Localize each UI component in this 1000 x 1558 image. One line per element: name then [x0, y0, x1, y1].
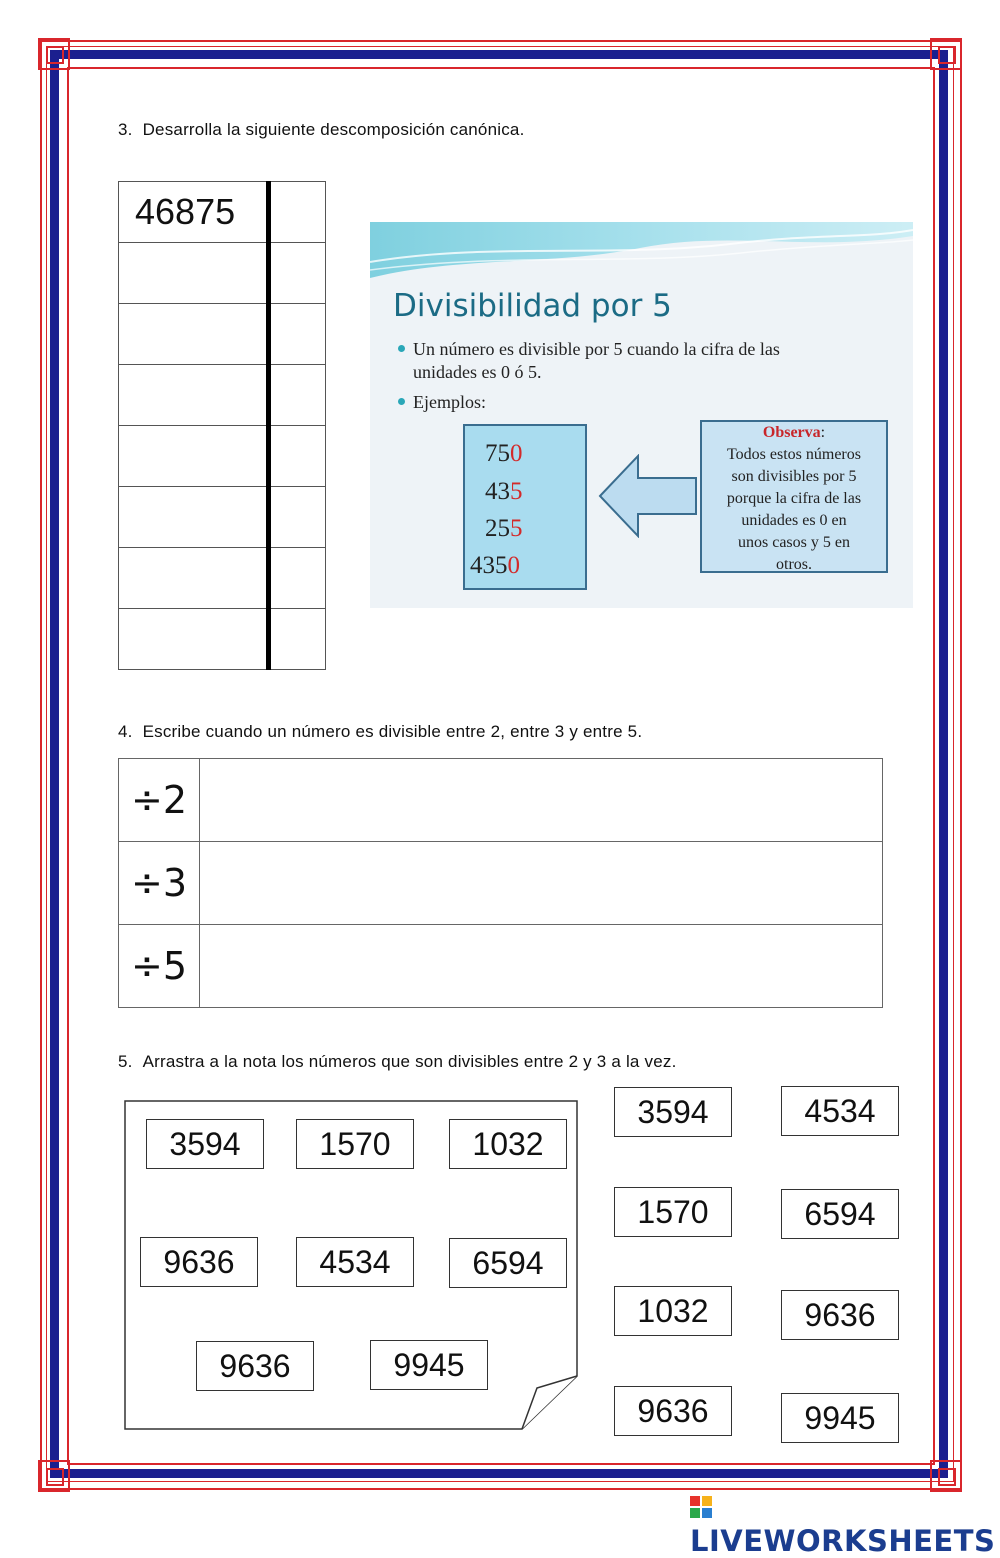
slide-examples-label: Ejemplos:	[413, 392, 486, 412]
note-number-box: 1570	[296, 1119, 414, 1169]
observa-line: Todos estos números	[727, 446, 861, 463]
slide-bullet-rule	[398, 338, 780, 384]
corner-ornament-top-left	[38, 38, 70, 70]
divisor-input[interactable]	[268, 182, 325, 243]
decomposition-start-value: 46875	[119, 182, 269, 243]
divisibility-slide-image	[370, 222, 913, 608]
slide-rule-line2: unidades es 0 ó 5.	[413, 362, 542, 382]
slide-title: Divisibilidad por 5	[393, 288, 672, 324]
brand-name: LIVEWORKSHEETS	[690, 1524, 996, 1558]
table-row	[119, 925, 883, 1008]
table-row	[119, 304, 326, 365]
corner-ornament-top-right	[930, 38, 962, 70]
bullet-dot-icon	[398, 398, 405, 405]
observa-title: Observa	[762, 424, 821, 441]
question-4-number: 4.	[118, 722, 133, 741]
divide-by-3-label: ÷3	[119, 842, 200, 925]
divisor-input[interactable]	[268, 487, 325, 548]
example-number: 4350	[470, 552, 520, 579]
note-number-box: 9945	[370, 1340, 488, 1390]
wave-banner	[370, 222, 913, 282]
liveworksheets-icon	[690, 1496, 714, 1520]
slide-bullet-examples	[398, 391, 486, 414]
note-number-box: 3594	[146, 1119, 264, 1169]
divide-by-5-label: ÷5	[119, 925, 200, 1008]
draggable-number[interactable]: 4534	[781, 1086, 899, 1136]
corner-ornament-bottom-left	[38, 1460, 70, 1492]
table-row	[119, 842, 883, 925]
divisor-input[interactable]	[268, 243, 325, 304]
question-5-number: 5.	[118, 1052, 133, 1071]
note-number-box: 6594	[449, 1238, 567, 1288]
question-5	[118, 1052, 677, 1072]
note-number-box: 4534	[296, 1237, 414, 1287]
divisor-input[interactable]	[268, 304, 325, 365]
observa-line: porque la cifra de las	[726, 490, 862, 507]
observa-line: unos casos y 5 en	[738, 534, 850, 551]
draggable-number[interactable]: 9945	[781, 1393, 899, 1443]
table-row	[119, 182, 326, 243]
question-3	[118, 120, 525, 140]
draggable-number[interactable]: 9636	[781, 1290, 899, 1340]
divisor-input[interactable]	[268, 609, 325, 670]
divide-by-2-label: ÷2	[119, 759, 200, 842]
divisor-input[interactable]	[268, 426, 325, 487]
quotient-input[interactable]	[119, 487, 269, 548]
question-3-text: Desarrolla la siguiente descomposición canónica.	[142, 120, 525, 139]
question-4-text: Escribe cuando un número es divisible entre 2, entre 3 y entre 5.	[142, 722, 643, 741]
draggable-number[interactable]: 9636	[614, 1386, 732, 1436]
example-number: 435	[485, 478, 523, 505]
example-number: 255	[485, 515, 523, 542]
question-3-number: 3.	[118, 120, 133, 139]
divisor-input[interactable]	[268, 365, 325, 426]
quotient-input[interactable]	[119, 243, 269, 304]
divisibility-rules-table	[118, 758, 883, 1008]
left-arrow-icon	[598, 454, 698, 538]
observa-line: otros.	[776, 556, 812, 573]
liveworksheets-logo	[690, 1490, 1000, 1558]
draggable-number[interactable]: 1032	[614, 1286, 732, 1336]
draggable-number[interactable]: 1570	[614, 1187, 732, 1237]
examples-box	[463, 424, 587, 590]
quotient-input[interactable]	[119, 304, 269, 365]
table-row	[119, 759, 883, 842]
slide-rule-line1: Un número es divisible por 5 cuando la cifra de las	[413, 339, 780, 359]
question-5-text: Arrastra a la nota los números que son divisibles entre 2 y 3 a la vez.	[142, 1052, 677, 1071]
observa-line: unidades es 0 en	[741, 512, 847, 529]
draggable-number[interactable]: 6594	[781, 1189, 899, 1239]
bullet-dot-icon	[398, 345, 405, 352]
note-number-box: 9636	[140, 1237, 258, 1287]
note-number-box: 1032	[449, 1119, 567, 1169]
table-row	[119, 548, 326, 609]
note-number-box: 9636	[196, 1341, 314, 1391]
decomposition-table	[118, 181, 326, 670]
table-row	[119, 487, 326, 548]
quotient-input[interactable]	[119, 365, 269, 426]
quotient-input[interactable]	[119, 548, 269, 609]
rule-2-input[interactable]	[200, 759, 883, 842]
table-row	[119, 609, 326, 670]
rule-5-input[interactable]	[200, 925, 883, 1008]
question-4	[118, 722, 642, 742]
table-row	[119, 243, 326, 304]
observa-line: son divisibles por 5	[731, 468, 857, 485]
divisor-input[interactable]	[268, 548, 325, 609]
table-row	[119, 426, 326, 487]
quotient-input[interactable]	[119, 609, 269, 670]
quotient-input[interactable]	[119, 426, 269, 487]
table-row	[119, 365, 326, 426]
observa-box: Observa: Todos estos números son divisibles por 5 porque la cifra de las unidades es 0 en unos casos y 5 en otros.	[700, 420, 888, 573]
rule-3-input[interactable]	[200, 842, 883, 925]
draggable-number[interactable]: 3594	[614, 1087, 732, 1137]
corner-ornament-bottom-right	[930, 1460, 962, 1492]
example-number: 750	[485, 440, 523, 467]
